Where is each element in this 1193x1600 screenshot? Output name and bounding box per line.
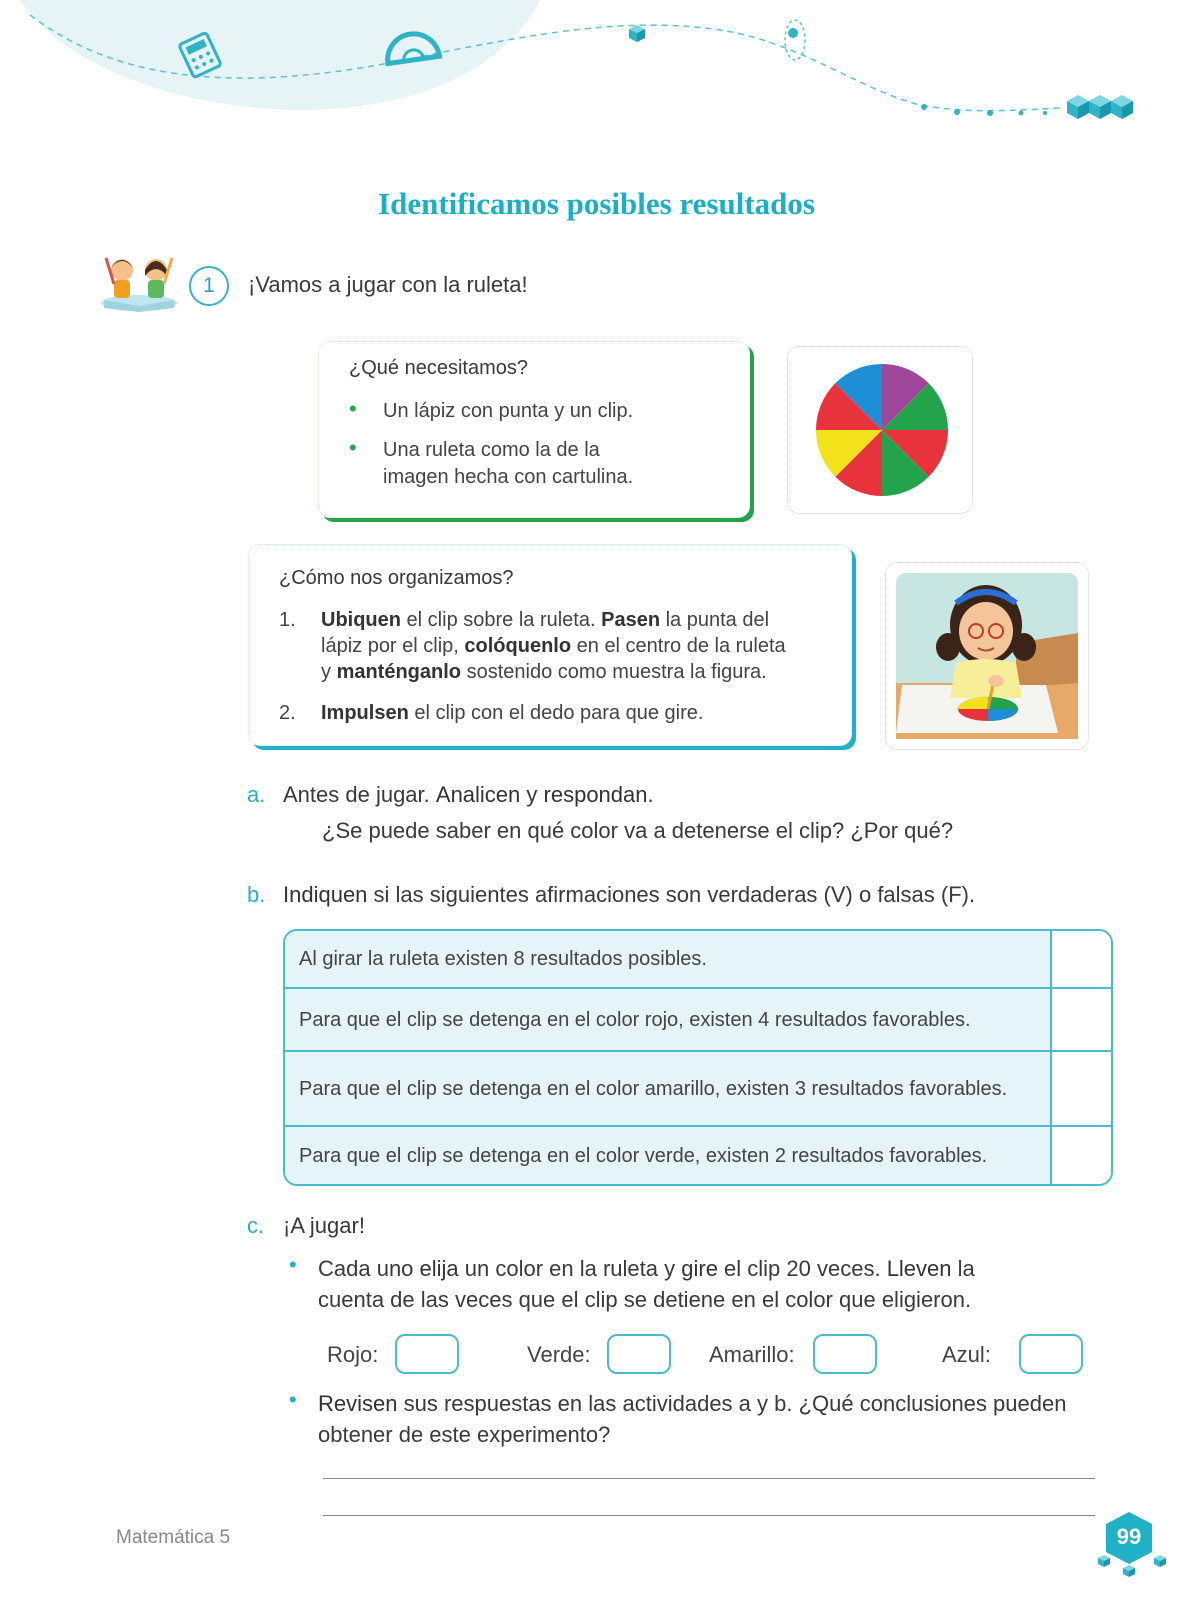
counter-label-yellow: Amarillo:: [709, 1342, 795, 1367]
location-icon: [785, 20, 805, 60]
counter-input-yellow[interactable]: [813, 1334, 877, 1374]
step-1-text: Ubiquen el clip sobre la ruleta. Pasen la punta del lápiz por el clip, colóquenlo en el centro de la ruleta y manténganlo sostenido como muestra la figura.: [321, 609, 786, 683]
page-title: Identificamos posibles resultados: [378, 186, 815, 221]
table-row: [285, 1052, 1111, 1127]
counter-input-blue[interactable]: [1019, 1334, 1083, 1374]
step-2-text: Impulsen el clip con el dedo para que gire.: [321, 702, 704, 724]
counter-input-red[interactable]: [395, 1334, 459, 1374]
table-row: [285, 931, 1111, 989]
bullet-icon: •: [289, 1252, 297, 1277]
counter-label-red: Rojo:: [327, 1342, 379, 1367]
instructions-heading: ¿Cómo nos organizamos?: [279, 567, 514, 589]
roulette-icon: [814, 362, 950, 498]
answer-line[interactable]: [323, 1478, 1095, 1479]
header-decoration: [0, 0, 1193, 140]
cube-icon: [629, 25, 645, 42]
statement-text: Para que el clip se detenga en el color amarillo, existen 3 resultados favorables.: [285, 1052, 1052, 1125]
materials-item: [349, 396, 357, 423]
question-c-title: ¡A jugar!: [283, 1213, 365, 1238]
table-row: [285, 1127, 1111, 1184]
statement-text: Para que el clip se detenga en el color rojo, existen 4 resultados favorables.: [285, 989, 1052, 1050]
activity-intro: ¡Vamos a jugar con la ruleta!: [248, 272, 528, 297]
question-c-letter: c.: [247, 1213, 265, 1238]
girl-playing-illustration: [896, 573, 1078, 739]
bullet-icon: •: [349, 435, 357, 460]
answer-cell[interactable]: [1054, 931, 1111, 987]
materials-item-text: imagen hecha con cartulina.: [383, 466, 634, 488]
roulette-image-box: [787, 346, 973, 514]
question-b-instruction: Indiquen si las siguientes afirmaciones son verdaderas (V) o falsas (F).: [283, 882, 976, 907]
answer-cell[interactable]: [1054, 1052, 1111, 1125]
answer-cell[interactable]: [1054, 1127, 1111, 1184]
materials-item-text: Un lápiz con punta y un clip.: [383, 400, 634, 422]
materials-item-text: Una ruleta como la de la: [383, 439, 600, 461]
question-b-letter: b.: [247, 882, 266, 907]
question-c-bullet-2: Revisen sus respuestas en las actividades a y b. ¿Qué conclusiones pueden obtener de este experimento?: [318, 1391, 1067, 1447]
question-c-bullet-1: Cada uno elija un color en la ruleta y gire el clip 20 veces. Lleven la cuenta de las veces que el clip se detiene en el color que eligieron.: [318, 1256, 975, 1312]
question-a-text: ¿Se puede saber en qué color va a detenerse el clip? ¿Por qué?: [322, 818, 954, 843]
book-title: Matemática 5: [116, 1527, 231, 1548]
answer-line[interactable]: [323, 1515, 1095, 1516]
question-a-letter: a.: [247, 782, 266, 807]
question-a-instruction: Antes de jugar. Analicen y respondan.: [283, 782, 654, 807]
girl-image-box: [885, 562, 1089, 750]
bullet-icon: •: [349, 396, 357, 421]
cubes-icon: [1067, 95, 1133, 119]
materials-box: [318, 341, 750, 518]
activity-number: 1: [189, 266, 229, 306]
page-number: 99: [1116, 1524, 1142, 1549]
answer-cell[interactable]: [1054, 989, 1111, 1050]
step-number: 2.: [279, 702, 296, 724]
dots-decoration: [921, 104, 1047, 116]
materials-heading: ¿Qué necesitamos?: [349, 357, 528, 379]
table-row: [285, 989, 1111, 1052]
true-false-table: [283, 929, 1113, 1186]
counter-input-green[interactable]: [607, 1334, 671, 1374]
counter-label-blue: Azul:: [942, 1342, 991, 1367]
counter-label-green: Verde:: [527, 1342, 591, 1367]
step-number: 1.: [279, 609, 296, 631]
statement-text: Para que el clip se detenga en el color verde, existen 2 resultados favorables.: [285, 1127, 1052, 1184]
kids-reading-icon: [98, 248, 180, 314]
bullet-icon: •: [289, 1387, 297, 1412]
instructions-box: [248, 544, 852, 746]
statement-text: Al girar la ruleta existen 8 resultados posibles.: [285, 931, 1052, 987]
materials-item: [349, 435, 357, 462]
